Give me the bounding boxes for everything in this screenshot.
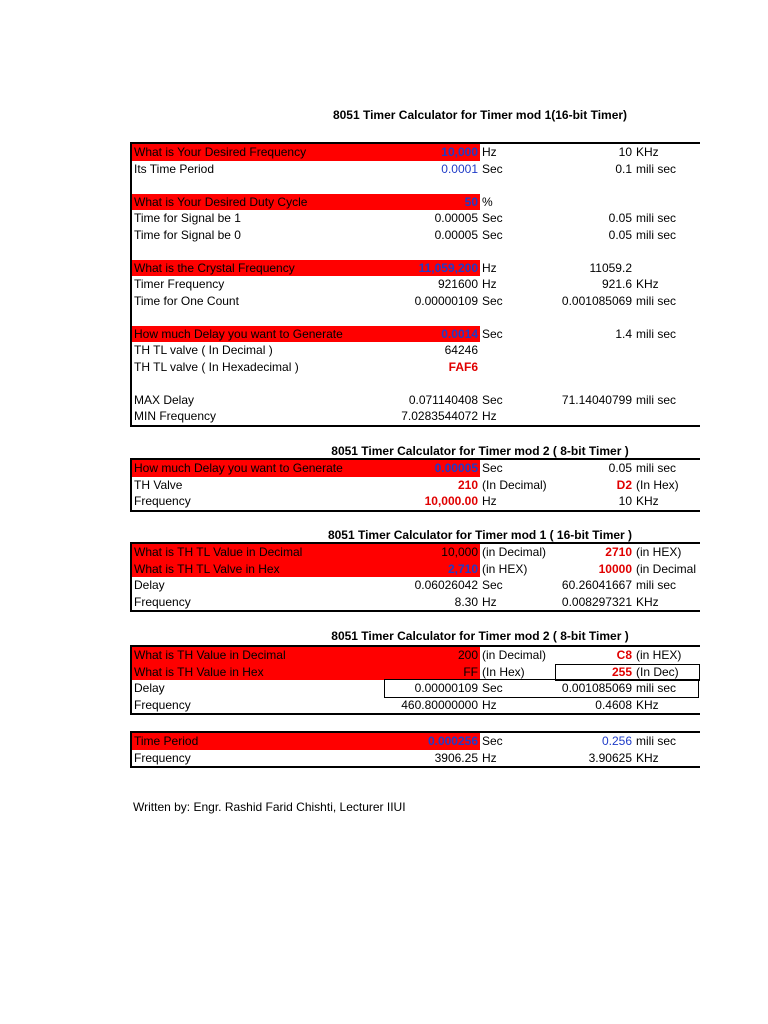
unit: Sec	[482, 734, 503, 748]
unit: Hz	[482, 260, 497, 275]
value: 210	[457, 477, 478, 492]
unit: Sec	[482, 326, 503, 341]
unit2: mili sec	[636, 293, 677, 308]
value: FAF6	[448, 359, 478, 374]
unit: Sec	[482, 681, 503, 695]
thtl-hex-input[interactable]: 2,710	[447, 561, 478, 576]
unit: Sec	[482, 578, 503, 592]
unit2: mili sec	[636, 227, 677, 242]
max-delay-row	[132, 392, 700, 409]
delay-row[interactable]	[132, 460, 700, 477]
frequency-row	[132, 493, 700, 510]
unit2: (in HEX)	[636, 648, 682, 662]
value2: D2	[616, 477, 632, 492]
unit: Hz	[482, 409, 497, 423]
crystal-frequency-row[interactable]	[132, 260, 700, 277]
unit2: KHz	[636, 697, 659, 712]
value: 0.071140408	[408, 392, 478, 407]
timer-frequency-row	[132, 276, 700, 293]
value: 64246	[444, 343, 478, 357]
th-valve-row	[132, 477, 700, 494]
delay-row[interactable]	[132, 326, 700, 343]
unit2: KHz	[636, 494, 659, 508]
unit: Sec	[482, 461, 503, 475]
unit2: mili sec	[636, 161, 677, 176]
row-label: What is TH TL Valve in Hex	[134, 561, 280, 576]
unit2: mili sec	[636, 392, 677, 407]
value2: 71.14040799	[561, 392, 632, 407]
thtl-decimal-input[interactable]: 10,000	[441, 545, 478, 559]
value2: C8	[616, 648, 632, 662]
value: 921600	[437, 277, 478, 291]
value: 460.80000000	[401, 697, 478, 712]
row-label: What is the Crystal Frequency	[134, 260, 295, 275]
unit2: KHz	[636, 277, 659, 291]
value: 3906.25	[434, 750, 478, 765]
row-label: Its Time Period	[134, 161, 215, 176]
thtl-decimal-row	[132, 342, 700, 359]
value2: 60.26041667	[561, 578, 632, 592]
unit2: KHz	[636, 594, 659, 609]
timer-mode1-value-table	[130, 542, 700, 612]
value: 0.00005	[434, 227, 478, 242]
unit: (In Decimal)	[482, 477, 547, 492]
delay-input[interactable]: 0.0014	[441, 326, 478, 341]
desired-frequency-input[interactable]: 10,000	[441, 145, 478, 159]
row-label: TH TL valve ( In Hexadecimal )	[134, 359, 299, 374]
delay-row	[132, 577, 700, 594]
value2: 11059.2	[589, 260, 632, 275]
row-label: Delay	[134, 578, 165, 592]
value2: 0.008297321	[561, 594, 632, 609]
unit: (in HEX)	[482, 561, 528, 576]
unit: (In Hex)	[482, 664, 525, 679]
value2: 0.1	[615, 161, 632, 176]
signal-high-row	[132, 210, 700, 227]
row-label: MAX Delay	[134, 392, 195, 407]
unit2: (In Dec)	[636, 664, 679, 679]
thtl-decimal-row[interactable]	[132, 544, 700, 561]
row-label: What is TH TL Value in Decimal	[134, 545, 303, 559]
unit: Sec	[482, 161, 503, 176]
row-label: What is TH Value in Decimal	[134, 648, 286, 662]
row-label: Time Period	[134, 734, 199, 748]
value2: 0.256	[601, 734, 632, 748]
section3-title: 8051 Timer Calculator for Timer mod 1 ( 16-bit Timer )	[327, 528, 633, 542]
time-period-row[interactable]	[132, 733, 700, 750]
author-footer: Written by: Engr. Rashid Farid Chishti, Lecturer IIUI	[133, 800, 406, 814]
frequency-row	[132, 594, 700, 611]
time-period-table	[130, 731, 700, 768]
crystal-frequency-input[interactable]: 11,059,200	[418, 260, 478, 275]
row-label: How much Delay you want to Generate	[134, 326, 343, 341]
value: 0.0001	[441, 161, 478, 176]
thtl-hex-row[interactable]	[132, 561, 700, 578]
value2: 10	[618, 145, 632, 159]
section1-title: 8051 Timer Calculator for Timer mod 1(16-bit Timer)	[332, 108, 628, 122]
value2: 3.90625	[588, 750, 632, 765]
unit: Sec	[482, 293, 503, 308]
frequency-row	[132, 697, 700, 714]
row-label: Time for Signal be 1	[134, 211, 241, 225]
row-label: What is Your Desired Duty Cycle	[134, 194, 308, 209]
th-hex-row[interactable]	[132, 664, 700, 681]
desired-frequency-row[interactable]	[132, 144, 700, 161]
unit2: mili sec	[636, 326, 677, 341]
unit: Hz	[482, 494, 497, 508]
timer-mode2-value-table	[130, 645, 700, 715]
value: 0.06026042	[414, 578, 478, 592]
value2: 1.4	[615, 326, 632, 341]
unit2: (In Hex)	[636, 477, 679, 492]
unit2: (in HEX)	[636, 545, 682, 559]
row-label: Time for One Count	[134, 293, 239, 308]
th-decimal-input[interactable]: 200	[457, 648, 478, 662]
min-frequency-row	[132, 408, 700, 425]
unit: Sec	[482, 227, 503, 242]
unit2: mili sec	[636, 578, 677, 592]
row-label: What is TH Value in Hex	[134, 664, 264, 679]
unit: Hz	[482, 594, 497, 609]
row-label: What is Your Desired Frequency	[134, 145, 307, 159]
row-label: Frequency	[134, 697, 191, 712]
value2: 0.4608	[595, 697, 632, 712]
signal-low-row	[132, 227, 700, 244]
value2: 255	[611, 664, 632, 679]
row-label: Frequency	[134, 594, 191, 609]
value: 0.00000109	[414, 681, 478, 695]
delay-row	[132, 680, 700, 697]
unit2: KHz	[636, 750, 659, 765]
unit: Sec	[482, 211, 503, 225]
value2: 0.05	[608, 227, 632, 242]
unit2: (in Decimal	[636, 561, 697, 576]
value: 0.00005	[434, 211, 478, 225]
row-label: MIN Frequency	[134, 409, 217, 423]
value: 0.00000109	[414, 293, 478, 308]
thtl-hex-row	[132, 359, 700, 376]
value2: 10000	[598, 561, 632, 576]
value: 7.0283544072	[401, 409, 478, 423]
value2: 10	[618, 494, 632, 508]
value: 8.30	[454, 594, 478, 609]
unit2: mili sec	[636, 681, 677, 695]
row-label: TH TL valve ( In Decimal )	[134, 343, 273, 357]
unit: Hz	[482, 277, 497, 291]
value2: 0.05	[608, 461, 632, 475]
unit: (in Decimal)	[482, 648, 547, 662]
value2: 0.001085069	[561, 293, 632, 308]
value: 10,000.00	[424, 494, 478, 508]
th-decimal-row[interactable]	[132, 647, 700, 664]
timer-mode1-table	[130, 142, 700, 427]
row-label: Timer Frequency	[134, 277, 225, 291]
duty-cycle-row[interactable]	[132, 194, 700, 211]
row-label: How much Delay you want to Generate	[134, 461, 343, 475]
unit2: KHz	[636, 145, 659, 159]
time-period-row	[132, 161, 700, 178]
row-label: Time for Signal be 0	[134, 227, 241, 242]
unit2: mili sec	[636, 211, 677, 225]
value2: 921.6	[601, 277, 632, 291]
duty-cycle-input[interactable]: 50	[464, 194, 478, 209]
row-label: Frequency	[134, 494, 191, 508]
th-hex-input[interactable]: FF	[463, 664, 478, 679]
section2-title: 8051 Timer Calculator for Timer mod 2 ( 8-bit Timer )	[331, 444, 629, 458]
value2: 0.05	[608, 211, 632, 225]
row-label: TH Valve	[134, 477, 183, 492]
unit2: mili sec	[636, 461, 677, 475]
delay-input[interactable]: 0.00005	[434, 461, 478, 475]
one-count-row	[132, 293, 700, 310]
value2: 0.001085069	[561, 681, 632, 695]
unit: (in Decimal)	[482, 545, 547, 559]
unit2: mili sec	[636, 734, 677, 748]
row-label: Delay	[134, 681, 165, 695]
unit: Hz	[482, 697, 497, 712]
unit: %	[482, 194, 493, 209]
section4-title: 8051 Timer Calculator for Timer mod 2 ( 8-bit Timer )	[331, 629, 629, 643]
timer-mode2-table	[130, 458, 700, 512]
unit: Hz	[482, 750, 497, 765]
value2: 2710	[605, 545, 632, 559]
row-label: Frequency	[134, 750, 191, 765]
unit: Hz	[482, 145, 497, 159]
unit: Sec	[482, 392, 503, 407]
frequency-row	[132, 750, 700, 767]
time-period-input[interactable]: 0.000256	[427, 734, 478, 748]
